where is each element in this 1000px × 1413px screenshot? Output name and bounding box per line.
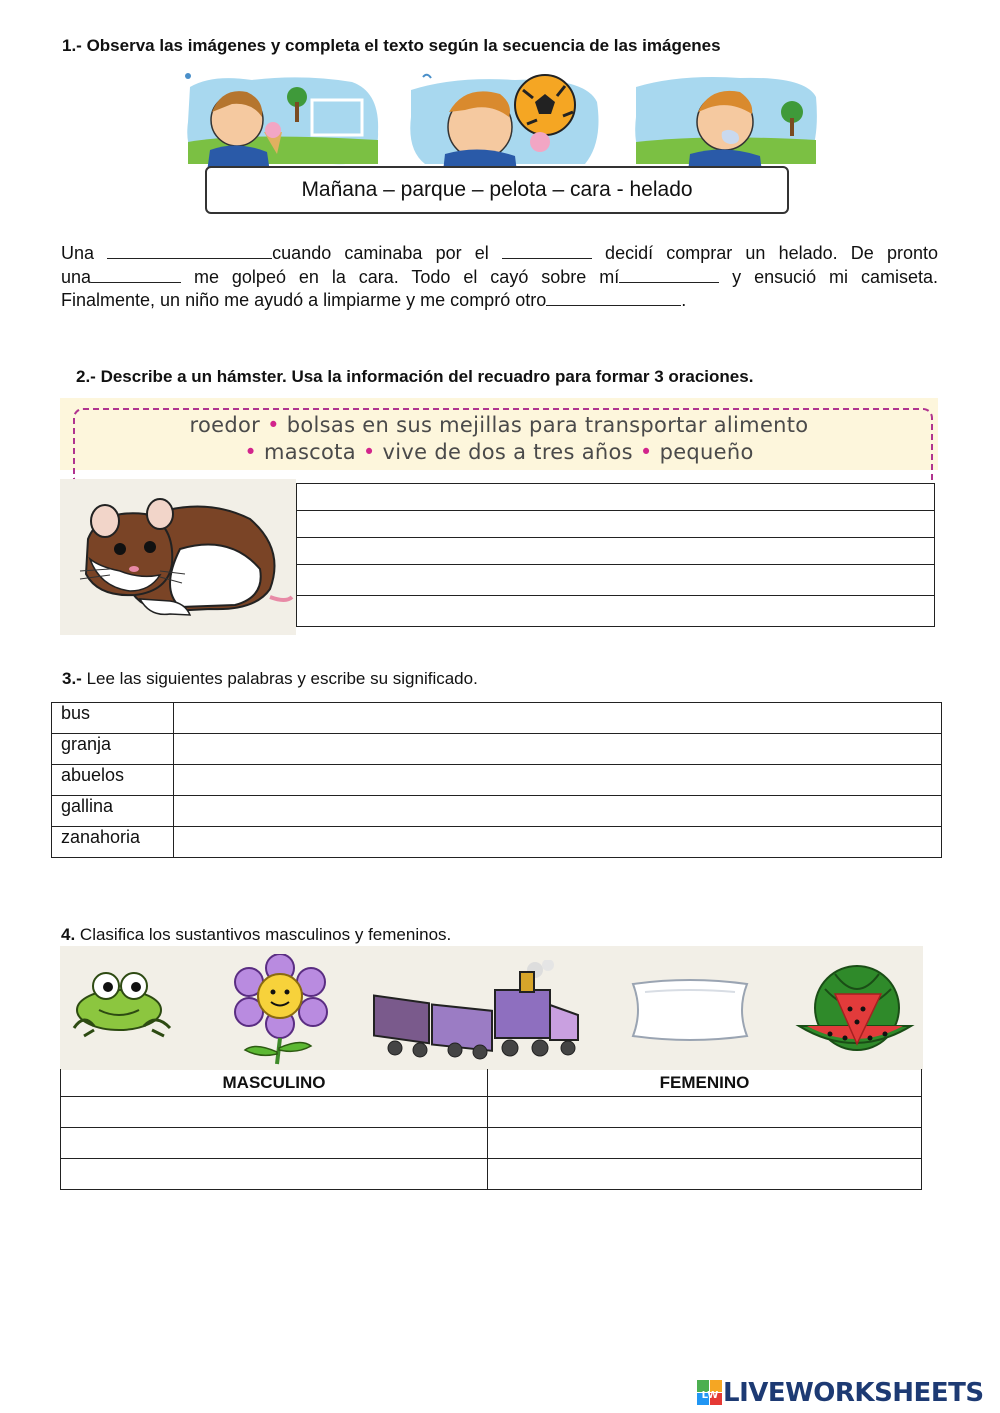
femenino-cell[interactable] xyxy=(488,1159,922,1190)
blank-1[interactable] xyxy=(107,242,272,259)
vocab-word: abuelos xyxy=(52,765,174,796)
section2-title-text: Describe a un hámster. Usa la información del recuadro para formar 3 oraciones. xyxy=(100,367,754,386)
vocab-meaning-cell[interactable] xyxy=(174,765,942,796)
bullet-icon: • xyxy=(639,440,653,464)
info-word: bolsas en sus mejillas para transportar alimento xyxy=(286,413,809,437)
text-fragment: me golpeó en la cara. Todo el cayó sobre mí xyxy=(181,266,620,287)
logo-badge-icon xyxy=(697,1380,723,1406)
sentence-line[interactable] xyxy=(297,484,935,511)
table-row xyxy=(61,1097,922,1128)
section3-title xyxy=(62,669,478,689)
scene-ball-hits-face xyxy=(405,72,605,172)
liveworksheets-logo xyxy=(697,1378,984,1408)
bullet-icon: • xyxy=(362,440,376,464)
vocab-meaning-cell[interactable] xyxy=(174,734,942,765)
column-header-femenino: FEMENINO xyxy=(488,1069,922,1097)
vocab-meaning-cell[interactable] xyxy=(174,703,942,734)
scene-icecream-park xyxy=(182,72,382,172)
frog-picture xyxy=(64,968,179,1038)
logo-text: LIVEWORKSHEETS xyxy=(723,1378,984,1408)
vocab-word: gallina xyxy=(52,796,174,827)
sentence-line[interactable] xyxy=(297,538,935,565)
text-fragment: Una xyxy=(61,243,108,263)
train-picture xyxy=(370,960,585,1060)
table-row xyxy=(52,796,942,827)
masculino-cell[interactable] xyxy=(61,1159,488,1190)
text-fragment: cuando caminaba por el xyxy=(272,243,502,263)
info-line-2 xyxy=(60,440,938,464)
section4-title-text: Clasifica los sustantivos masculinos y femeninos. xyxy=(79,925,452,944)
text-fragment: una xyxy=(61,266,92,287)
bullet-icon: • xyxy=(267,413,280,437)
bullet-icon: • xyxy=(244,440,258,464)
column-header-masculino: MASCULINO xyxy=(61,1069,488,1097)
sentence-line[interactable] xyxy=(297,565,935,596)
info-word: vive de dos a tres años xyxy=(382,440,633,464)
section1-number: 1.- xyxy=(62,36,82,55)
word-bank-box xyxy=(205,166,789,214)
section4-number: 4. xyxy=(61,925,76,944)
table-row xyxy=(61,1159,922,1190)
text-fragment: decidí comprar un helado. De pronto xyxy=(591,243,938,263)
watermelon-picture xyxy=(795,964,915,1056)
scene-icecream-face xyxy=(630,72,820,172)
vocab-word: granja xyxy=(52,734,174,765)
fill-in-paragraph xyxy=(61,242,938,313)
blank-3[interactable] xyxy=(91,266,181,283)
table-header-row xyxy=(61,1069,922,1097)
section2-number: 2.- xyxy=(76,367,96,386)
table-row xyxy=(61,1128,922,1159)
info-line-1 xyxy=(60,413,938,437)
table-row xyxy=(52,827,942,858)
gender-table xyxy=(60,1069,922,1190)
femenino-cell[interactable] xyxy=(488,1128,922,1159)
paragraph-line-1 xyxy=(61,242,938,266)
paragraph-line-3 xyxy=(61,289,938,313)
section3-title-text: Lee las siguientes palabras y escribe su significado. xyxy=(86,669,478,688)
table-row xyxy=(52,703,942,734)
section3-number: 3.- xyxy=(62,669,82,688)
section1-title-text: Observa las imágenes y completa el texto según la secuencia de las imágenes xyxy=(86,36,721,55)
flower-picture xyxy=(215,954,345,1066)
text-fragment: . xyxy=(681,290,687,310)
section1-title xyxy=(62,36,721,56)
table-row xyxy=(52,734,942,765)
vocab-meaning-cell[interactable] xyxy=(174,796,942,827)
info-word: pequeño xyxy=(659,440,754,464)
sentence-line[interactable] xyxy=(297,596,935,627)
section2-title xyxy=(76,367,753,387)
info-word: mascota xyxy=(264,440,356,464)
hamster-picture xyxy=(60,479,296,635)
nouns-picture-strip xyxy=(60,946,923,1070)
text-fragment: y ensució mi camiseta. xyxy=(719,266,938,287)
vocab-meaning-cell[interactable] xyxy=(174,827,942,858)
pillow-picture xyxy=(625,974,755,1046)
hamster-sentence-lines xyxy=(296,483,935,627)
vocab-word: bus xyxy=(52,703,174,734)
word-bank: Mañana – parque – pelota – cara - helado xyxy=(301,178,693,201)
paragraph-line-2 xyxy=(61,266,938,290)
masculino-cell[interactable] xyxy=(61,1097,488,1128)
info-word: roedor xyxy=(189,413,261,437)
text-fragment: Finalmente, un niño me ayudó a limpiarme y me compró otro xyxy=(61,290,547,310)
sentence-line[interactable] xyxy=(297,511,935,538)
masculino-cell[interactable] xyxy=(61,1128,488,1159)
vocabulary-table xyxy=(51,702,942,858)
vocab-word: zanahoria xyxy=(52,827,174,858)
table-row xyxy=(52,765,942,796)
info-box xyxy=(60,398,938,470)
femenino-cell[interactable] xyxy=(488,1097,922,1128)
section4-title xyxy=(61,925,451,945)
blank-4[interactable] xyxy=(619,266,719,283)
blank-2[interactable] xyxy=(502,242,592,259)
svg-text:LW: LW xyxy=(701,1390,719,1401)
blank-5[interactable] xyxy=(546,289,681,306)
